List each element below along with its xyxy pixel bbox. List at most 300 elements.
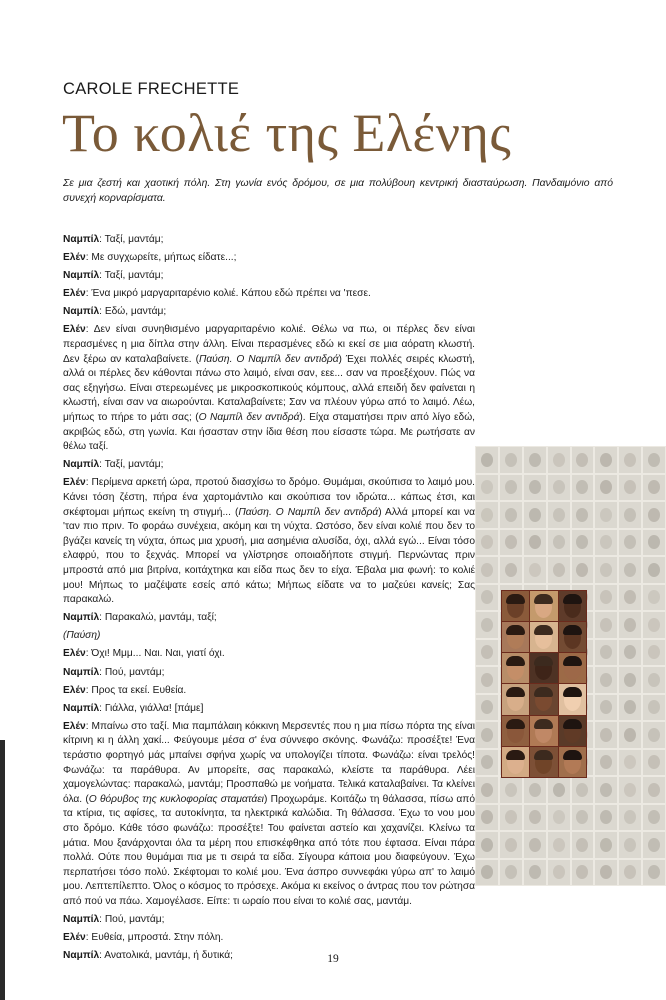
mosaic-tile: [475, 501, 499, 529]
faded-face: [553, 535, 565, 549]
line-text: Πού, μαντάμ;: [104, 666, 165, 678]
mosaic-tile: [642, 611, 666, 639]
mosaic-tile: [475, 556, 499, 584]
mosaic-tile: [475, 584, 499, 612]
mosaic-tile: [571, 776, 595, 804]
mosaic-tile: [642, 804, 666, 832]
mosaic-tile: [642, 584, 666, 612]
mosaic-tile: [475, 694, 499, 722]
speaker-name: Ελέν: [63, 288, 86, 300]
portrait-photo: [502, 684, 529, 714]
line-text: ). Είχα σταματήσει πριν από λίγο εδώ, ακριβώς εδώ, στη γωνία. Και ήσασταν στην ίδια θέση που είσαστε τώρα. Με ρωτήσατε αν θέλω ταξί.: [63, 412, 475, 453]
portrait-photo: [559, 591, 586, 621]
faded-face: [505, 865, 517, 879]
faded-face: [481, 755, 493, 769]
mosaic-tile: [618, 501, 642, 529]
hair: [506, 594, 525, 604]
mosaic-tile: [594, 529, 618, 557]
mosaic-tile: [618, 749, 642, 777]
faded-face: [648, 673, 660, 687]
line-text: Περίμενα αρκετή ώρα, προτού διασχίσω το δρόμο. Θυμάμαι, σκούπισα το λαιμό μου. Κάνει τόση ζέστη, πήρα ένα χαρτομάντιλο και σκούπισα τον ιδρώτα... κάπως έτσι, και σκέφτομαι μήπως εκείνη τη στιγμή... (: [63, 477, 475, 518]
mosaic-tile: [499, 804, 523, 832]
faded-face: [529, 453, 541, 467]
mosaic-tile: [642, 556, 666, 584]
mosaic-tile: [594, 749, 618, 777]
line-text: Με συγχωρείτε, μήπως είδατε...;: [91, 252, 237, 264]
faded-face: [600, 563, 612, 577]
portrait-photo: [559, 684, 586, 714]
dialogue-line: Ναμπίλ: Ταξί, μαντάμ;: [63, 459, 164, 471]
faded-face: [481, 453, 493, 467]
mosaic-tile: [618, 721, 642, 749]
dialogue-line: Ναμπίλ: Πού, μαντάμ;: [63, 666, 165, 678]
speaker-name: Ναμπίλ: [63, 306, 100, 318]
mosaic-tile: [571, 446, 595, 474]
hair: [506, 750, 525, 760]
mosaic-tile: [618, 776, 642, 804]
faded-face: [624, 563, 636, 577]
mosaic-tile: [594, 446, 618, 474]
mosaic-tile: [475, 804, 499, 832]
dialogue-line: Ναμπίλ: Πού, μαντάμ;: [63, 914, 165, 926]
faded-face: [624, 783, 636, 797]
dialogue-line: Ελέν: Όχι! Μμμ... Ναι. Ναι, γιατί όχι.: [63, 648, 225, 660]
mosaic-tile: [475, 721, 499, 749]
portrait-photo: [502, 653, 529, 683]
stage-note: Ο θόρυβος της κυκλοφορίας σταματάει: [88, 793, 264, 805]
dialogue-line: Ναμπίλ: Ταξί, μαντάμ;: [63, 234, 164, 245]
faded-face: [600, 645, 612, 659]
stage-note: Ο Ναμπίλ δεν αντιδρά: [198, 412, 300, 424]
stage-note: Παύση. Ο Ναμπίλ δεν αντιδρά: [238, 506, 379, 518]
mosaic-tile: [642, 749, 666, 777]
line-text: Ανατολικά, μαντάμ, ή δυτικά;: [104, 950, 233, 962]
faded-face: [624, 755, 636, 769]
speaker-name: Ναμπίλ: [63, 459, 100, 471]
mosaic-tile: [547, 529, 571, 557]
faded-face: [624, 673, 636, 687]
faded-face: [600, 535, 612, 549]
mosaic-tile: [499, 501, 523, 529]
mosaic-tile: [547, 446, 571, 474]
faded-face: [624, 728, 636, 742]
faded-face: [648, 508, 660, 522]
faded-face: [648, 618, 660, 632]
faded-face: [624, 618, 636, 632]
faded-face: [481, 673, 493, 687]
mosaic-tile: [594, 776, 618, 804]
mosaic-tile: [594, 584, 618, 612]
mosaic-tile: [642, 831, 666, 859]
faded-face: [624, 700, 636, 714]
faded-face: [505, 563, 517, 577]
faded-face: [505, 838, 517, 852]
faded-face: [505, 535, 517, 549]
faded-face: [600, 865, 612, 879]
mosaic-tile: [571, 859, 595, 887]
faded-face: [481, 590, 493, 604]
faded-face: [481, 783, 493, 797]
mosaic-tile: [594, 694, 618, 722]
hair: [563, 719, 582, 729]
faded-face: [600, 755, 612, 769]
faded-face: [576, 453, 588, 467]
faded-face: [600, 728, 612, 742]
faded-face: [529, 865, 541, 879]
mosaic-tile: [594, 501, 618, 529]
mosaic-tile: [523, 446, 547, 474]
author-name: CAROLE FRECHETTE: [63, 80, 240, 98]
mosaic-tile: [523, 804, 547, 832]
faded-face: [529, 563, 541, 577]
line-text: ) Προχωράμε. Κοιτάζω τη θάλασσα, πίσω από τα κτίρια, τις αφίσες, τα αυτοκίνητα, τα ηλεκτρικά καλώδια. Τη θάλασσα. Έχω το νου μου στο δρόμο. Κάθε τόσο φωνάζω: προσέξτε! Του φαίνεται αστείο και χαχανίζει. Κλείνω τα μάτια. Μου ξανάρχονται όλα τα μέρη που επισκέφθηκα από τότε που έφτασα. Είναι πάρα πολλά. Ούτε που θυμάμαι πια με τι σειρά τα είδα. Σίγουρα κάποια μου διαφεύγουν. Έχω περπατήσει τόσο πολύ. Σκέφτομαι το κολιέ μου. Ένα άσπρο συννεφάκι γύρω απ' το λαιμό μου. Λεπτεπίλεπτο. Όλος ο κόσμος το πρόσεχε. Ακόμα κι εκείνος ο άντρας που τον ρώτησα από πού να πάω. Χαμογέλασε. Είπε: τι ωραίο που είναι το κολιέ σας, μαντάμ.: [63, 793, 475, 907]
faded-face: [553, 783, 565, 797]
faded-face: [648, 480, 660, 494]
mosaic-tile: [642, 721, 666, 749]
faded-face: [624, 480, 636, 494]
dialogue-line: [63, 629, 475, 644]
faded-face: [576, 838, 588, 852]
stage-direction: Σε μια ζεστή και χαοτική πόλη. Στη γωνία ενός δρόμου, σε μια πολύβουη κεντρική διασταύρωση. Πανδαιμόνιο από συνεχή κορναρίσματα.: [63, 178, 613, 204]
faded-face: [648, 645, 660, 659]
mosaic-tile: [499, 529, 523, 557]
faded-face: [624, 645, 636, 659]
portrait-photo: [502, 716, 529, 746]
hair: [563, 594, 582, 604]
mosaic-tile: [642, 501, 666, 529]
mosaic-tile: [571, 804, 595, 832]
dialogue-line: Ναμπίλ: Ταξί, μαντάμ;: [63, 270, 164, 282]
mosaic-tile: [618, 694, 642, 722]
mosaic-tile: [571, 831, 595, 859]
faded-face: [505, 453, 517, 467]
faded-face: [576, 563, 588, 577]
mosaic-tile: [547, 501, 571, 529]
mosaic-tile: [594, 639, 618, 667]
mosaic-tile: [523, 474, 547, 502]
hair: [534, 687, 553, 697]
speaker-name: Ναμπίλ: [63, 234, 100, 245]
faded-face: [553, 563, 565, 577]
line-text: Ταξί, μαντάμ;: [104, 270, 164, 282]
faded-face: [624, 590, 636, 604]
line-text: ) Αλλά μπορεί και να 'ταν πιο πριν. Το φοράω συνέχεια, ακόμη και τη νύχτα. Ωστόσο, δεν είναι κολιέ που δεν το βγάζει κανείς τη νύχτα, όπως μια χρυσή, μια ασημένια αλυσίδα, όχι, αλλά εγώ... Είναι τόσο ελαφρύ, που το ξεχνάς. Μπορεί να γλίστρησε οποιαδήποτε στιγμή. Περνώντας πριν μπροστά από μια βιτρίνα, κοιτάχτηκα και είδα πως δεν το είχα. Έβαλα μια φωνή: το κολιέ μου! Μήπως το μαζέψατε εσείς από κάτω; Μήπως είδατε να το μαζεύει κανείς; Σας παρακαλώ.: [63, 506, 475, 606]
hair: [534, 625, 553, 635]
faded-face: [600, 700, 612, 714]
faded-face: [600, 480, 612, 494]
faded-face: [648, 783, 660, 797]
mosaic-tile: [618, 446, 642, 474]
hair: [563, 625, 582, 635]
portrait-photo: [530, 622, 557, 652]
mosaic-tile: [618, 639, 642, 667]
dialogue-line: Ελέν: Ευθεία, μπροστά. Στην πόλη.: [63, 932, 224, 944]
mosaic-tile: [594, 556, 618, 584]
line-text: Προς τα εκεί. Ευθεία.: [91, 684, 187, 696]
mosaic-tile: [594, 611, 618, 639]
dialogue-line: Ελέν: Με συγχωρείτε, μήπως είδατε...;: [63, 252, 237, 264]
mosaic-tile: [523, 501, 547, 529]
faded-face: [600, 590, 612, 604]
faded-face: [576, 535, 588, 549]
stage-note: (Παύση): [63, 630, 101, 642]
speaker-name: Ναμπίλ: [63, 702, 100, 714]
stage-note: Παύση. Ο Ναμπίλ δεν αντιδρά: [198, 353, 339, 365]
dialogue-line: Ναμπίλ: Παρακαλώ, μαντάμ, ταξί;: [63, 612, 217, 624]
mosaic-tile: [547, 859, 571, 887]
mosaic-tile: [571, 529, 595, 557]
page-number: 19: [327, 953, 339, 965]
dialogue-line: Ναμπίλ: Εδώ, μαντάμ;: [63, 306, 167, 318]
portrait-photo: [530, 591, 557, 621]
faded-face: [576, 865, 588, 879]
mosaic-tile: [475, 831, 499, 859]
faded-face: [624, 453, 636, 467]
faded-face: [481, 700, 493, 714]
mosaic-tile: [547, 556, 571, 584]
line-text: Ευθεία, μπροστά. Στην πόλη.: [91, 932, 224, 944]
mosaic-tile: [523, 831, 547, 859]
line-text: Πού, μαντάμ;: [104, 914, 165, 926]
faded-face: [529, 480, 541, 494]
dialogue-line: Ελέν: Ένα μικρό μαργαριταρένιο κολιέ. Κάπου εδώ πρέπει να 'πεσε.: [63, 288, 371, 300]
faded-face: [648, 728, 660, 742]
faded-face: [600, 783, 612, 797]
mosaic-tile: [475, 611, 499, 639]
mosaic-tile: [642, 776, 666, 804]
faded-face: [505, 480, 517, 494]
mosaic-tile: [547, 831, 571, 859]
faded-face: [505, 508, 517, 522]
mosaic-tile: [594, 831, 618, 859]
faded-face: [529, 535, 541, 549]
portrait-photo: [559, 747, 586, 777]
mosaic-tile: [618, 474, 642, 502]
line-text: Μπαίνω στο ταξί. Μια παμπάλαιη κόκκινη Μερσεντές που η μια πίσω πόρτα της είναι κίτρινη κι η άλλη χακί... Φεύγουμε μέσα σ' ένα σύννεφο σκόνης. Φωνάζω: προσέξτε! Ένα τεράστιο φορτηγό μάς μπαίνει σφήνα χωρίς να υπολογίζει τίποτα. Φωνάζω: είναι τρελός! Φωνάζω: τα παράθυρα. Αν μπορείτε, σας παρακαλώ, κλείστε τα παράθυρα. Λέει χαμογελώντας: παρακαλώ, μαντάμ; Προσπαθώ με νοήματα. Τελικά καταλαβαίνει. Τα κλείνει όλα. (: [63, 720, 475, 805]
mosaic-tile: [642, 694, 666, 722]
speaker-name: Ναμπίλ: [63, 950, 100, 962]
mosaic-tile: [475, 639, 499, 667]
mosaic-tile: [475, 446, 499, 474]
line-text: Παρακαλώ, μαντάμ, ταξί;: [104, 612, 217, 624]
portrait-photo: [502, 622, 529, 652]
hair: [506, 719, 525, 729]
faded-face: [624, 508, 636, 522]
mosaic-tile: [523, 859, 547, 887]
mosaic-tile: [618, 666, 642, 694]
mosaic-tile: [475, 859, 499, 887]
line-text: Γιάλλα, γιάλλα! [πάμε]: [104, 702, 204, 714]
faded-face: [648, 810, 660, 824]
hair: [506, 687, 525, 697]
mosaic-tile: [594, 474, 618, 502]
portrait-photo: [559, 716, 586, 746]
mosaic-tile: [571, 556, 595, 584]
faded-face: [481, 508, 493, 522]
faded-face: [576, 810, 588, 824]
mosaic-tile: [618, 556, 642, 584]
speaker-name: Ναμπίλ: [63, 612, 100, 624]
faded-face: [553, 480, 565, 494]
line-text: Όχι! Μμμ... Ναι. Ναι, γιατί όχι.: [91, 648, 225, 660]
faded-face: [481, 563, 493, 577]
faded-face: [648, 865, 660, 879]
faded-face: [529, 838, 541, 852]
mosaic-tile: [475, 776, 499, 804]
portraits-collage-image: [501, 590, 587, 778]
dialogue-line: Ναμπίλ: Ανατολικά, μαντάμ, ή δυτικά;: [63, 950, 233, 962]
hair: [534, 656, 553, 666]
faded-face: [624, 535, 636, 549]
line-text: ) Έχει πολλές σειρές κλωστή, αλλά οι πέρλες δεν κάθονται πάνω στο λαιμό, είναι σαν, εεε... σαν να προεξέχουν. Πώς να σας εξηγήσω. Είναι στερεωμένες με μικροσκοπικούς κόμπους, αλλά επειδή δεν φαίνεται η κλωστή, είναι σαν να αιωρούνται. Καταλαβαίνετε; Σαν να πλέουν γύρω από το λαιμό. Λέω, μήπως το πήρε το μάτι σας; (: [63, 353, 475, 424]
hair: [563, 687, 582, 697]
mosaic-tile: [642, 529, 666, 557]
portrait-photo: [559, 653, 586, 683]
mosaic-tile: [523, 529, 547, 557]
faded-face: [624, 838, 636, 852]
faded-face: [529, 508, 541, 522]
faded-face: [529, 783, 541, 797]
hair: [563, 750, 582, 760]
dialogue-line: Ελέν: Προς τα εκεί. Ευθεία.: [63, 684, 187, 696]
line-text: Ταξί, μαντάμ;: [104, 459, 164, 471]
faded-face: [600, 810, 612, 824]
faded-face: [553, 838, 565, 852]
mosaic-tile: [618, 859, 642, 887]
mosaic-tile: [547, 776, 571, 804]
faded-face: [481, 838, 493, 852]
faded-face: [624, 810, 636, 824]
portrait-photo: [530, 716, 557, 746]
speaker-name: Ελέν: [63, 477, 86, 489]
mosaic-tile: [594, 804, 618, 832]
speaker-name: Ελέν: [63, 648, 86, 660]
speaker-name: Ελέν: [63, 252, 86, 264]
mosaic-tile: [642, 446, 666, 474]
faded-face: [481, 810, 493, 824]
speaker-name: Ελέν: [63, 324, 86, 336]
faded-face: [624, 865, 636, 879]
mosaic-tile: [475, 749, 499, 777]
mosaic-tile: [594, 666, 618, 694]
portrait-photo: [502, 747, 529, 777]
faded-face: [553, 810, 565, 824]
mosaic-tile: [523, 556, 547, 584]
hair: [506, 656, 525, 666]
faded-face: [600, 508, 612, 522]
portrait-photo: [530, 684, 557, 714]
mosaic-tile: [642, 859, 666, 887]
play-title: Το κολιέ της Ελένης: [62, 103, 512, 163]
faded-face: [481, 728, 493, 742]
faded-face: [648, 535, 660, 549]
faded-face: [600, 673, 612, 687]
mosaic-tile: [475, 666, 499, 694]
mosaic-tile: [618, 831, 642, 859]
mosaic-tile: [499, 859, 523, 887]
faded-face: [576, 783, 588, 797]
faded-face: [505, 783, 517, 797]
faded-face: [648, 563, 660, 577]
faded-face: [481, 645, 493, 659]
faded-face: [481, 480, 493, 494]
mosaic-tile: [523, 776, 547, 804]
mosaic-tile: [642, 666, 666, 694]
mosaic-tile: [642, 474, 666, 502]
hair: [534, 750, 553, 760]
portrait-photo: [502, 591, 529, 621]
faded-face: [529, 810, 541, 824]
faded-face: [600, 618, 612, 632]
hair: [534, 594, 553, 604]
faded-face: [553, 508, 565, 522]
mosaic-tile: [547, 804, 571, 832]
portrait-photo: [559, 622, 586, 652]
faded-face: [648, 700, 660, 714]
speaker-name: Ελέν: [63, 720, 86, 732]
faded-face: [505, 810, 517, 824]
mosaic-tile: [618, 611, 642, 639]
faded-face: [553, 453, 565, 467]
mosaic-tile: [618, 804, 642, 832]
hair: [563, 656, 582, 666]
line-text: Ταξί, μαντάμ;: [104, 234, 164, 245]
mosaic-tile: [475, 529, 499, 557]
faded-face: [600, 453, 612, 467]
dialogue-line: Ελέν: Περίμενα αρκετή ώρα, προτού διασχίσω το δρόμο. Θυμάμαι, σκούπισα το λαιμό μου. Κάνει τόση ζέστη, πήρα ένα χαρτομάντιλο και σκούπισα τον ιδρώτα... κάπως έτσι, και σκέφτομαι μήπως εκείνη τη στιγμή... (Παύση. Ο Ναμπίλ δεν αντιδρά) Αλλά μπορεί και να 'ταν πιο πριν. Το φοράω συνέχεια, ακόμη και τη νύχτα. Ωστόσο, δεν είναι κολιέ που δεν το βγάζει κανείς τη νύχτα, όπως μια χρυσή, μια ασημένια αλυσίδα, όχι, αλλά εγώ... Είναι τόσο ελαφρύ, που το ξεχνάς. Μπορεί να γλίστρησε οποιαδήποτε στιγμή. Περνώντας πριν μπροστά από μια βιτρίνα, κοιτάχτηκα και είδα πως δεν το είχα. Έβαλα μια φωνή: το κολιέ μου! Μήπως το μαζέψατε εσείς από κάτω; Μήπως είδατε να το μαζεύει κανείς; Σας παρακαλώ.: [63, 477, 475, 606]
line-text: Εδώ, μαντάμ;: [104, 306, 167, 318]
mosaic-tile: [499, 446, 523, 474]
mosaic-tile: [571, 474, 595, 502]
faded-face: [648, 453, 660, 467]
speaker-name: Ναμπίλ: [63, 666, 100, 678]
dialogue-line: Ελέν: Δεν είναι συνηθισμένο μαργαριταρένιο κολιέ. Θέλω να πω, οι πέρλες δεν είναι περασμένες η μια δίπλα στην άλλη. Είναι περασμένες εδώ κι εκεί σε μια αόρατη κλωστή. Δεν ξέρω αν καταλαβαίνετε. (Παύση. Ο Ναμπίλ δεν αντιδρά) Έχει πολλές σειρές κλωστή, αλλά οι πέρλες δεν κάθονται πάνω στο λαιμό, είναι σαν, εεε... σαν να προεξέχουν. Πώς να σας εξηγήσω. Είναι στερεωμένες με μικροσκοπικούς κόμπους, αλλά επειδή δεν φαίνεται η κλωστή, είναι σαν να αιωρούνται. Καταλαβαίνετε; Σαν να πλέουν γύρω από το λαιμό. Λέω, μήπως το πήρε το μάτι σας; (Ο Ναμπίλ δεν αντιδρά). Είχα σταματήσει πριν από λίγο εδώ, ακριβώς εδώ, στη γωνία. Και ήσασταν στην ίδια θέση που είσαστε τώρα. Με ρωτήσατε αν θέλω ταξί.: [63, 324, 475, 453]
mosaic-tile: [475, 474, 499, 502]
faded-face: [576, 508, 588, 522]
mosaic-tile: [594, 721, 618, 749]
mosaic-tile: [618, 584, 642, 612]
dialogue-column: [63, 233, 475, 967]
mosaic-tile: [594, 859, 618, 887]
faded-face: [648, 590, 660, 604]
mosaic-tile: [547, 474, 571, 502]
faded-face: [648, 838, 660, 852]
faded-face: [553, 865, 565, 879]
speaker-name: Ναμπίλ: [63, 914, 100, 926]
faded-face: [481, 618, 493, 632]
mosaic-tile: [499, 556, 523, 584]
line-text: Δεν είναι συνηθισμένο μαργαριταρένιο κολιέ. Θέλω να πω, οι πέρλες δεν είναι περασμένες η μια δίπλα στην άλλη. Είναι περασμένες εδώ κι εκεί σε μια αόρατη κλωστή. Δεν ξέρω αν καταλαβαίνετε. (: [63, 324, 475, 365]
mosaic-tile: [499, 831, 523, 859]
speaker-name: Ελέν: [63, 932, 86, 944]
dialogue-line: Ελέν: Μπαίνω στο ταξί. Μια παμπάλαιη κόκκινη Μερσεντές που η μια πίσω πόρτα της είναι κίτρινη κι η άλλη χακί... Φεύγουμε μέσα σ' ένα σύννεφο σκόνης. Φωνάζω: προσέξτε! Ένα τεράστιο φορτηγό μάς μπαίνει σφήνα χωρίς να υπολογίζει τίποτα. Φωνάζω: είναι τρελός! Φωνάζω: τα παράθυρα. Αν μπορείτε, σας παρακαλώ, κλείστε τα παράθυρα. Λέει χαμογελώντας: παρακαλώ, μαντάμ; Προσπαθώ με νοήματα. Τελικά καταλαβαίνει. Τα κλείνει όλα. (Ο θόρυβος της κυκλοφορίας σταματάει) Προχωράμε. Κοιτάζω τη θάλασσα, πίσω από τα κτίρια, τις αφίσες, τα αυτοκίνητα, τα ηλεκτρικά καλώδια. Τη θάλασσα. Έχω το νου μου στο δρόμο. Κάθε τόσο φωνάζω: προσέξτε! Του φαίνεται αστείο και χαχανίζει. Κλείνω τα μάτια. Μου ξανάρχονται όλα τα μέρη που επισκέφθηκα από τότε που έφτασα. Είναι πάρα πολλά. Ούτε που θυμάμαι πια με τι σειρά τα είδα. Σίγουρα κάποια μου διαφεύγουν. Έχω περπατήσει τόσο πολύ. Σκέφτομαι το κολιέ μου. Ένα άσπρο συννεφάκι γύρω απ' το λαιμό μου. Λεπτεπίλεπτο. Όλος ο κόσμος το πρόσεχε. Ακόμα κι εκείνος ο άντρας που τον ρώτησα από πού να πάω. Χαμογέλασε. Είπε: τι ωραίο που είναι το κολιέ σας, μαντάμ.: [63, 720, 475, 907]
mosaic-tile: [618, 529, 642, 557]
portrait-photo: [530, 747, 557, 777]
hair: [506, 625, 525, 635]
mosaic-tile: [499, 474, 523, 502]
mosaic-tile: [642, 639, 666, 667]
mosaic-tile: [499, 776, 523, 804]
dialogue-line: Ναμπίλ: Γιάλλα, γιάλλα! [πάμε]: [63, 702, 204, 714]
faded-face: [576, 480, 588, 494]
speaker-name: Ναμπίλ: [63, 270, 100, 282]
hair: [534, 719, 553, 729]
faded-face: [481, 865, 493, 879]
mosaic-tile: [571, 501, 595, 529]
faded-face: [648, 755, 660, 769]
line-text: Ένα μικρό μαργαριταρένιο κολιέ. Κάπου εδώ πρέπει να 'πεσε.: [91, 288, 371, 300]
faded-face: [600, 838, 612, 852]
